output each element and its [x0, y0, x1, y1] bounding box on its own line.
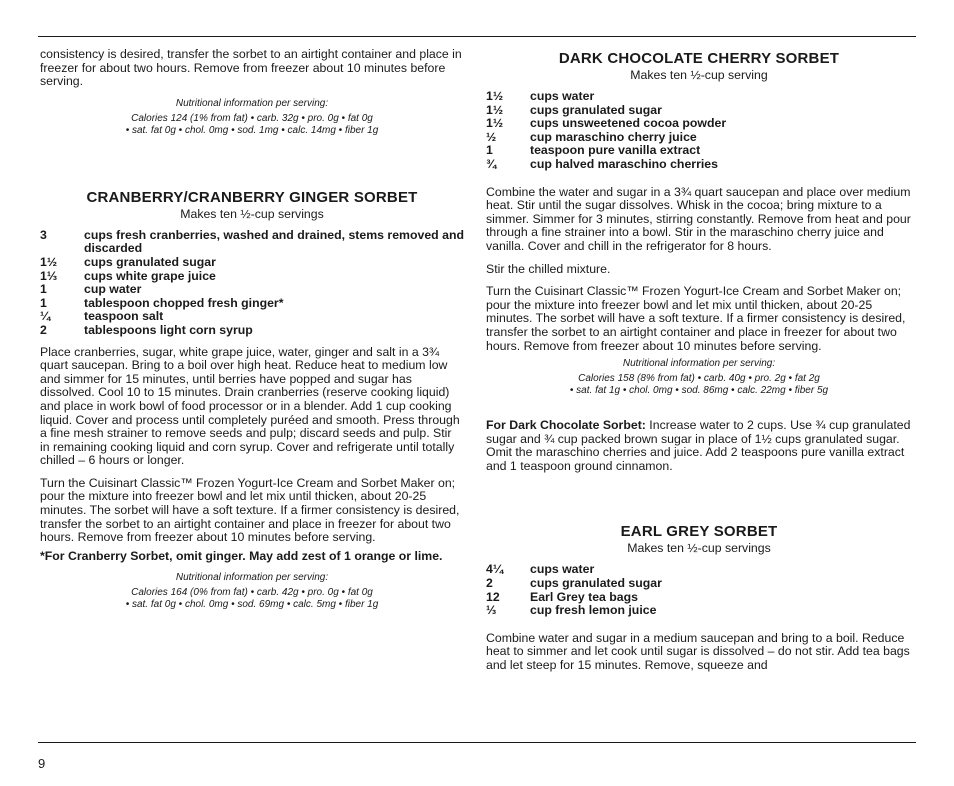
ingredient-item: 1⅓ cups white grape juice [40, 268, 216, 283]
page-number: 9 [38, 756, 46, 771]
bottom-rule [38, 742, 916, 743]
ingredient-item: 1 teaspoon pure vanilla extract [486, 143, 701, 158]
ingredient-item: 4¼ cups water [486, 562, 595, 577]
recipe-note: *For Cranberry Sorbet, omit ginger. May add zest of 1 orange or lime. [40, 548, 443, 563]
variation-paragraph [486, 419, 912, 473]
nutrition-line: Calories 164 (0% from fat) • carb. 42g • pro. 0g • fat 0g [131, 587, 373, 599]
ingredient-item: ¼ teaspoon salt [40, 309, 164, 324]
nutrition-info-dark-chocolate [486, 358, 912, 397]
ingredient-item: 12 Earl Grey tea bags [486, 589, 638, 604]
ingredient-item: ⅓ cup fresh lemon juice [486, 603, 657, 618]
servings-note: Makes ten ½-cup servings [627, 541, 771, 556]
ingredient-item: 1 cup water [40, 282, 142, 297]
recipe-title-earl-grey: EARL GREY SORBET [620, 523, 778, 541]
servings-note: Makes ten ½-cup servings [180, 206, 324, 221]
ingredient-list-earl-grey [486, 563, 912, 617]
ingredient-item: ¾ cup halved maraschino cherries [486, 156, 718, 171]
continued-text: consistency is desired, transfer the sorbet to an airtight container and place in freezer for about two hours. Remove from freezer about 10 minutes before serving. [40, 47, 462, 89]
instructions-paragraph: Stir the chilled mixture. [486, 261, 611, 276]
ingredient-list-cranberry [40, 229, 464, 338]
nutrition-line: • sat. fat 1g • chol. 0mg • sod. 86mg • calc. 22mg • fiber 5g [569, 385, 829, 397]
variation-label: For Dark Chocolate Sorbet: [486, 418, 646, 433]
right-column [486, 48, 912, 682]
ingredient-item: ½ cup maraschino cherry juice [486, 129, 697, 144]
variation-text: Increase water to 2 cups. Use ¾ cup granulated sugar and ¾ cup packed brown sugar in place of 1½ cups granulated sugar. Omit the maraschino cherries and juice. Add 2 teaspoons pure vanilla extract and 1 teaspoon ground cinnamon. [486, 418, 911, 473]
ingredient-item: 2 tablespoons light corn syrup [40, 322, 253, 337]
nutrition-heading: Nutritional information per serving: [175, 97, 329, 109]
recipe-title-dark-chocolate: DARK CHOCOLATE CHERRY SORBET [558, 50, 840, 67]
left-column [40, 48, 464, 611]
nutrition-line: • sat. fat 0g • chol. 0mg • sod. 69mg • calc. 5mg • fiber 1g [125, 599, 379, 611]
recipe-title-cranberry: CRANBERRY/CRANBERRY GINGER SORBET [86, 188, 418, 206]
servings-note: Makes ten ½-cup serving [630, 68, 768, 82]
top-rule [38, 36, 916, 37]
instructions-paragraph: Turn the Cuisinart Classic™ Frozen Yogurt-Ice Cream and Sorbet Maker on; pour the mixture into freezer bowl and let mix until thicken, about 20-25 minutes. The sorbet will have a soft texture. If a firmer consistency is desired, transfer the sorbet to an airtight container and place in freezer for about two hours. Remove from freezer about 10 minutes before serving. [40, 475, 460, 545]
ingredient-item: 2 cups granulated sugar [486, 576, 662, 591]
nutrition-line: • sat. fat 0g • chol. 0mg • sod. 1mg • calc. 14mg • fiber 1g [125, 124, 379, 136]
nutrition-line: Calories 124 (1% from fat) • carb. 32g • pro. 0g • fat 0g [131, 112, 373, 124]
instructions-paragraph: Combine the water and sugar in a 3¾ quart saucepan and place over medium heat. Stir until the sugar dissolves. Whisk in the cocoa; bring mixture to a simmer. Simmer for 3 minutes, stirring constantly. Remove from heat and pour through a fine strainer into a bowl. Stir in the maraschino cherry juice and vanilla. Cover and chill in the refrigerator for 8 hours. [486, 184, 911, 253]
instructions-paragraph: Combine water and sugar in a medium saucepan and bring to a boil. Reduce heat to simmer and let cook until sugar is dissolved – do not stir. Add tea bags and let steep for 15 minutes. Remove, squeeze and [486, 630, 910, 673]
nutrition-heading: Nutritional information per serving: [175, 572, 329, 584]
ingredient-item: 1½ cups granulated sugar [40, 254, 216, 269]
nutrition-heading: Nutritional information per serving: [622, 358, 776, 370]
ingredient-item: 1½ cups unsweetened cocoa powder [486, 116, 727, 131]
ingredient-item: 1½ cups granulated sugar [486, 102, 662, 117]
ingredient-item: 1 tablespoon chopped fresh ginger* [40, 295, 284, 310]
nutrition-info-cranberry [40, 572, 464, 611]
ingredient-list-dark-chocolate [486, 90, 912, 172]
nutrition-line: Calories 158 (8% from fat) • carb. 40g • pro. 2g • fat 2g [578, 373, 820, 385]
ingredient-item: 3 cups fresh cranberries, washed and drained, stems removed and discarded [40, 227, 464, 256]
instructions-paragraph: Turn the Cuisinart Classic™ Frozen Yogurt-Ice Cream and Sorbet Maker on; pour the mixture into freezer bowl and let mix until thicken, about 20-25 minutes. The sorbet will have a soft texture. If a firmer consistency is desired, transfer the sorbet to an airtight container and place in freezer for about two hours. Remove from freezer about 10 minutes before serving. [486, 284, 906, 353]
ingredient-item: 1½ cups water [486, 89, 595, 103]
nutrition-info-previous [40, 98, 464, 137]
instructions-paragraph: Place cranberries, sugar, white grape juice, water, ginger and salt in a 3¾ quart saucepan. Bring to a boil over high heat. Reduce heat to medium low and simmer for 15 minutes, until berries have popped and sugar has dissolved. Cool 10 to 15 minutes. Drain cranberries (reserve cooking liquid) and place in work bowl of food processor or in a blender. Add 1 cup cooking liquid. Cover and process until completely puréed and smooth. Press through a fine mesh strainer to remove seeds and pulp; discard seeds and pulp. Stir in remaining cooking liquid and corn syrup. Cover and refrigerate until totally chilled – 6 hours or longer. [40, 344, 460, 468]
